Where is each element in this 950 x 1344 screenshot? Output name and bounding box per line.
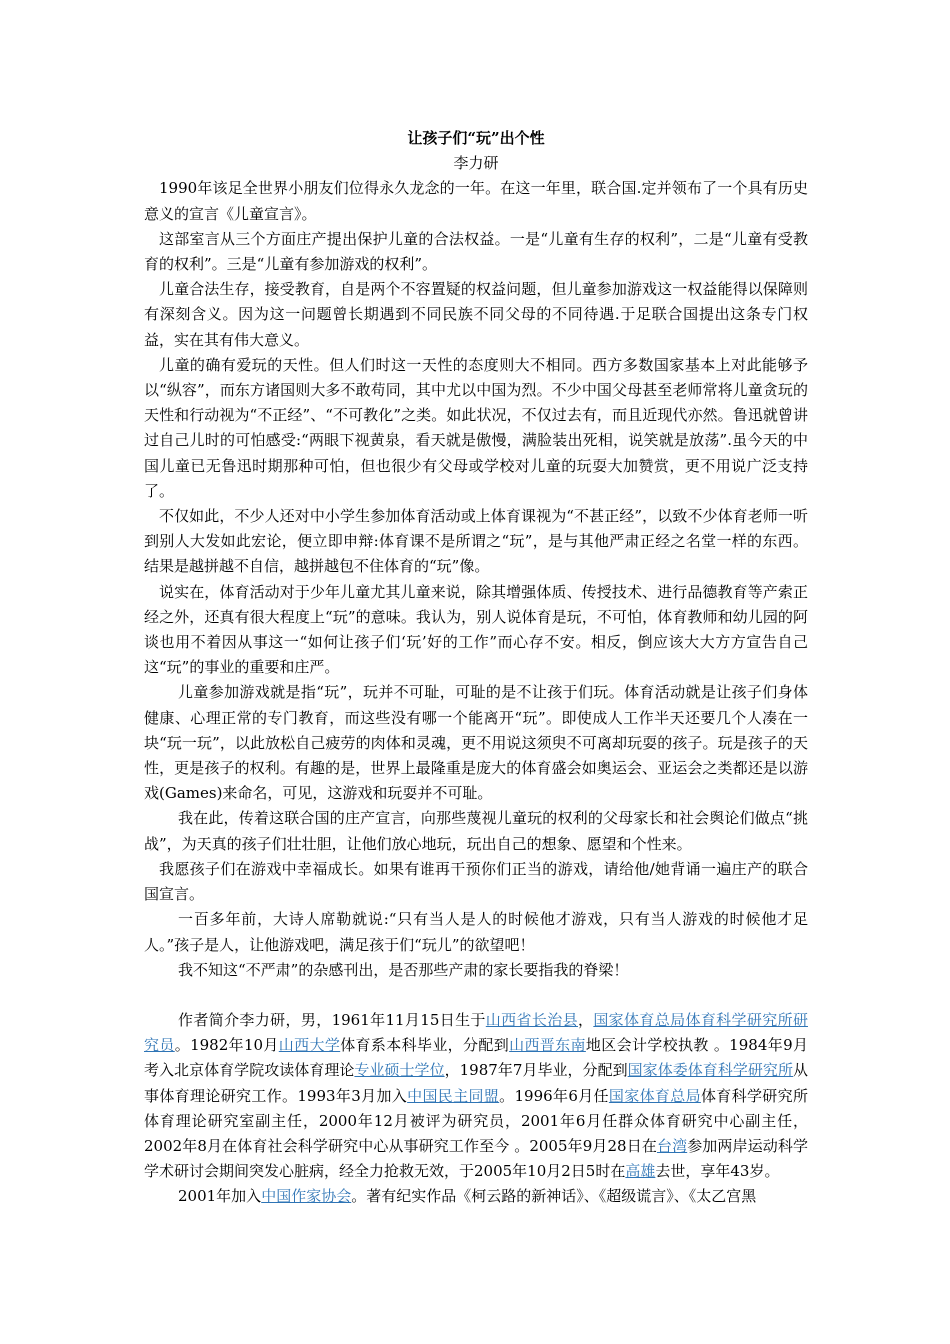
bio-text: 体育科学研究所体育理论研究室副主任，2000年12月被评为研究员，2001年6月任群众体育研究中心副主任，2002年8月在体育社会科学研究中心从事研究工作至今 。2005年9月28日在 [144,1086,808,1155]
article-author: 李力研 [453,154,499,173]
bio-text: 从事体育理论研究工作。1993年3月加入 [144,1061,808,1105]
paragraph: 我愿孩子们在游戏中幸福成长。如果有谁再干预你们正当的游戏，请给他/她背诵一遍庄产的联合国宣言。 [144,859,808,904]
bio-text: ， [577,1010,594,1029]
link-shanxi-university[interactable]: 山西大学 [278,1036,341,1055]
works-paragraph [144,1184,808,1209]
bio-text: 体育系本科毕业，分配到 [340,1036,510,1055]
paragraph: 这部室言从三个方面庄产提出保护儿童的合法权益。一是“儿童有生存的权利”，二是“儿童有受教育的权利”。三是“儿童有参加游戏的权利”。 [144,229,808,274]
author-bio-paragraph [144,1008,808,1184]
bio-text: 。1996年6月任 [499,1086,609,1105]
bio-text: 去世，享年43岁。 [655,1162,780,1181]
works-text: 2001年加入 [178,1187,262,1206]
link-china-writers-association[interactable]: 中国作家协会 [261,1187,352,1206]
paragraph: 儿童合法生存，接受教育，自是两个不容置疑的权益问题，但儿童参加游戏这一权益能得以保障则有深刻含义。因为这一问题曾长期遇到不同民族不同父母的不同待遇.于足联合国提出这条专门权益，实在其有伟大意义。 [144,280,808,349]
paragraph: 不仅如此，不少人还对中小学生参加体育活动或上体育课视为“不甚正经”，以致不少体育老师一听到别人大发如此宏论，便立即申辩:体育课不是所谓之“玩”，是与其他严肃正经之名堂一样的东西。结果是越拼越不自信，越拼越包不住体育的“玩”像。 [144,507,808,576]
link-changzhi-county[interactable]: 山西省长治县 [485,1010,578,1029]
link-kaohsiung[interactable]: 高雄 [625,1162,656,1181]
link-sports-commission-institute[interactable]: 国家体委体育科学研究所 [627,1061,793,1080]
paragraph: 儿童参加游戏就是指“玩”，玩并不可耻，可耻的是不让孩于们玩。体育活动就是让孩子们身体健康、心理正常的专门教育，而这些没有哪一个能离开“玩”。即使成人工作半天还要几个人凑在一块“玩一玩”，以此放松自己疲劳的肉体和灵魂，更不用说这须臾不可离却玩耍的孩子。玩是孩子的天性，更是孩子的权利。有趣的是，世界上最隆重是庞大的体育盛会如奥运会、亚运会之类都还是以游戏(Games)来命名，可见，这游戏和玩耍并不可耻。 [144,683,808,803]
paragraph-spacer [144,983,808,1008]
bio-text: 。1982年10月 [174,1036,279,1055]
link-sports-science-institute-researcher[interactable]: 国家体育总局体育科学研究所研究员 [144,1010,808,1055]
bio-text: 作者简介李力研，男，1961年11月15日生于 [178,1010,486,1029]
paragraph: 一百多年前，大诗人席勒就说:“只有当人是人的时候他才游戏，只有当人游戏的时候他才足人。”孩子是人，让他游戏吧，满足孩于们“玩儿”的欲望吧！ [144,910,808,954]
paragraph: 我不知这“不严肃”的杂感刊出，是否那些产肃的家长要指我的脊梁！ [178,960,629,979]
paragraph: 儿童的确有爱玩的天性。但人们时这一天性的态度则大不相同。西方多数国家基本上对此能够予以“纵容”，而东方诸国则大多不敢苟同，其中尤以中国为烈。不少中国父母甚至老师常将儿童贪玩的天性和行动视为“不正经”、“不可教化”之类。如此状况，不仅过去有，而且近现代亦然。鲁迅就曾讲过自己儿时的可怕感受:“两眼下视黄泉，看天就是傲慢，满脸装出死相，说笑就是放荡”.虽今天的中国儿童已无鲁迅时期那种可怕，但也很少有父母或学校对儿童的玩耍大加赞赏，更不用说广泛支持了。 [144,355,808,500]
paragraph: 1990年该足全世界小朋友们位得永久龙念的一年。在这一年里，联合国.定并领布了一个具有历史意义的宣言《儿童宣言》。 [144,179,808,223]
link-shanxi-jindongnan[interactable]: 山西晋东南 [509,1036,586,1055]
bio-text: 参加两岸运动科学学术研讨会期间突发心脏病，经全力抢救无效，于2005年10月2日5时在 [144,1136,808,1181]
bio-text: ，1987年7月毕业，分配到 [444,1061,628,1080]
document-page [144,126,808,1210]
paragraph: 我在此，传着这联合国的庄产宣言，向那些蔑视儿童玩的权利的父母家长和社会舆论们做点“挑战”，为天真的孩子们壮壮胆，让他们放心地玩，玩出自己的想象、愿望和个性来。 [144,809,808,853]
link-china-democratic-league[interactable]: 中国民主同盟 [407,1086,500,1105]
link-general-administration-of-sport[interactable]: 国家体育总局 [608,1086,701,1105]
paragraph: 说实在，体育活动对于少年儿童尤其儿童来说，除其增强体质、传授技术、进行品德教育等产索正经之外，还真有很大程度上“玩”的意味。我认为，别人说体育是玩，不可怕，体育教师和幼儿园的阿谈也用不着因从事这一“如何让孩子们‘玩’好的工作”而心存不安。相反，倒应该大大方方宣告自己这“玩”的事业的重要和庄严。 [144,582,808,677]
link-taiwan[interactable]: 台湾 [656,1136,688,1155]
article-title: 让孩子们“玩”出个性 [407,129,545,147]
link-masters-degree[interactable]: 专业硕士学位 [354,1061,445,1080]
bio-text: 地区会计学校执教 。1984年9月考入北京体育学院攻读体育理论 [144,1036,808,1080]
works-text: 。著有纪实作品《柯云路的新神话》、《超级谎言》、《太乙宫黑 [351,1187,757,1206]
